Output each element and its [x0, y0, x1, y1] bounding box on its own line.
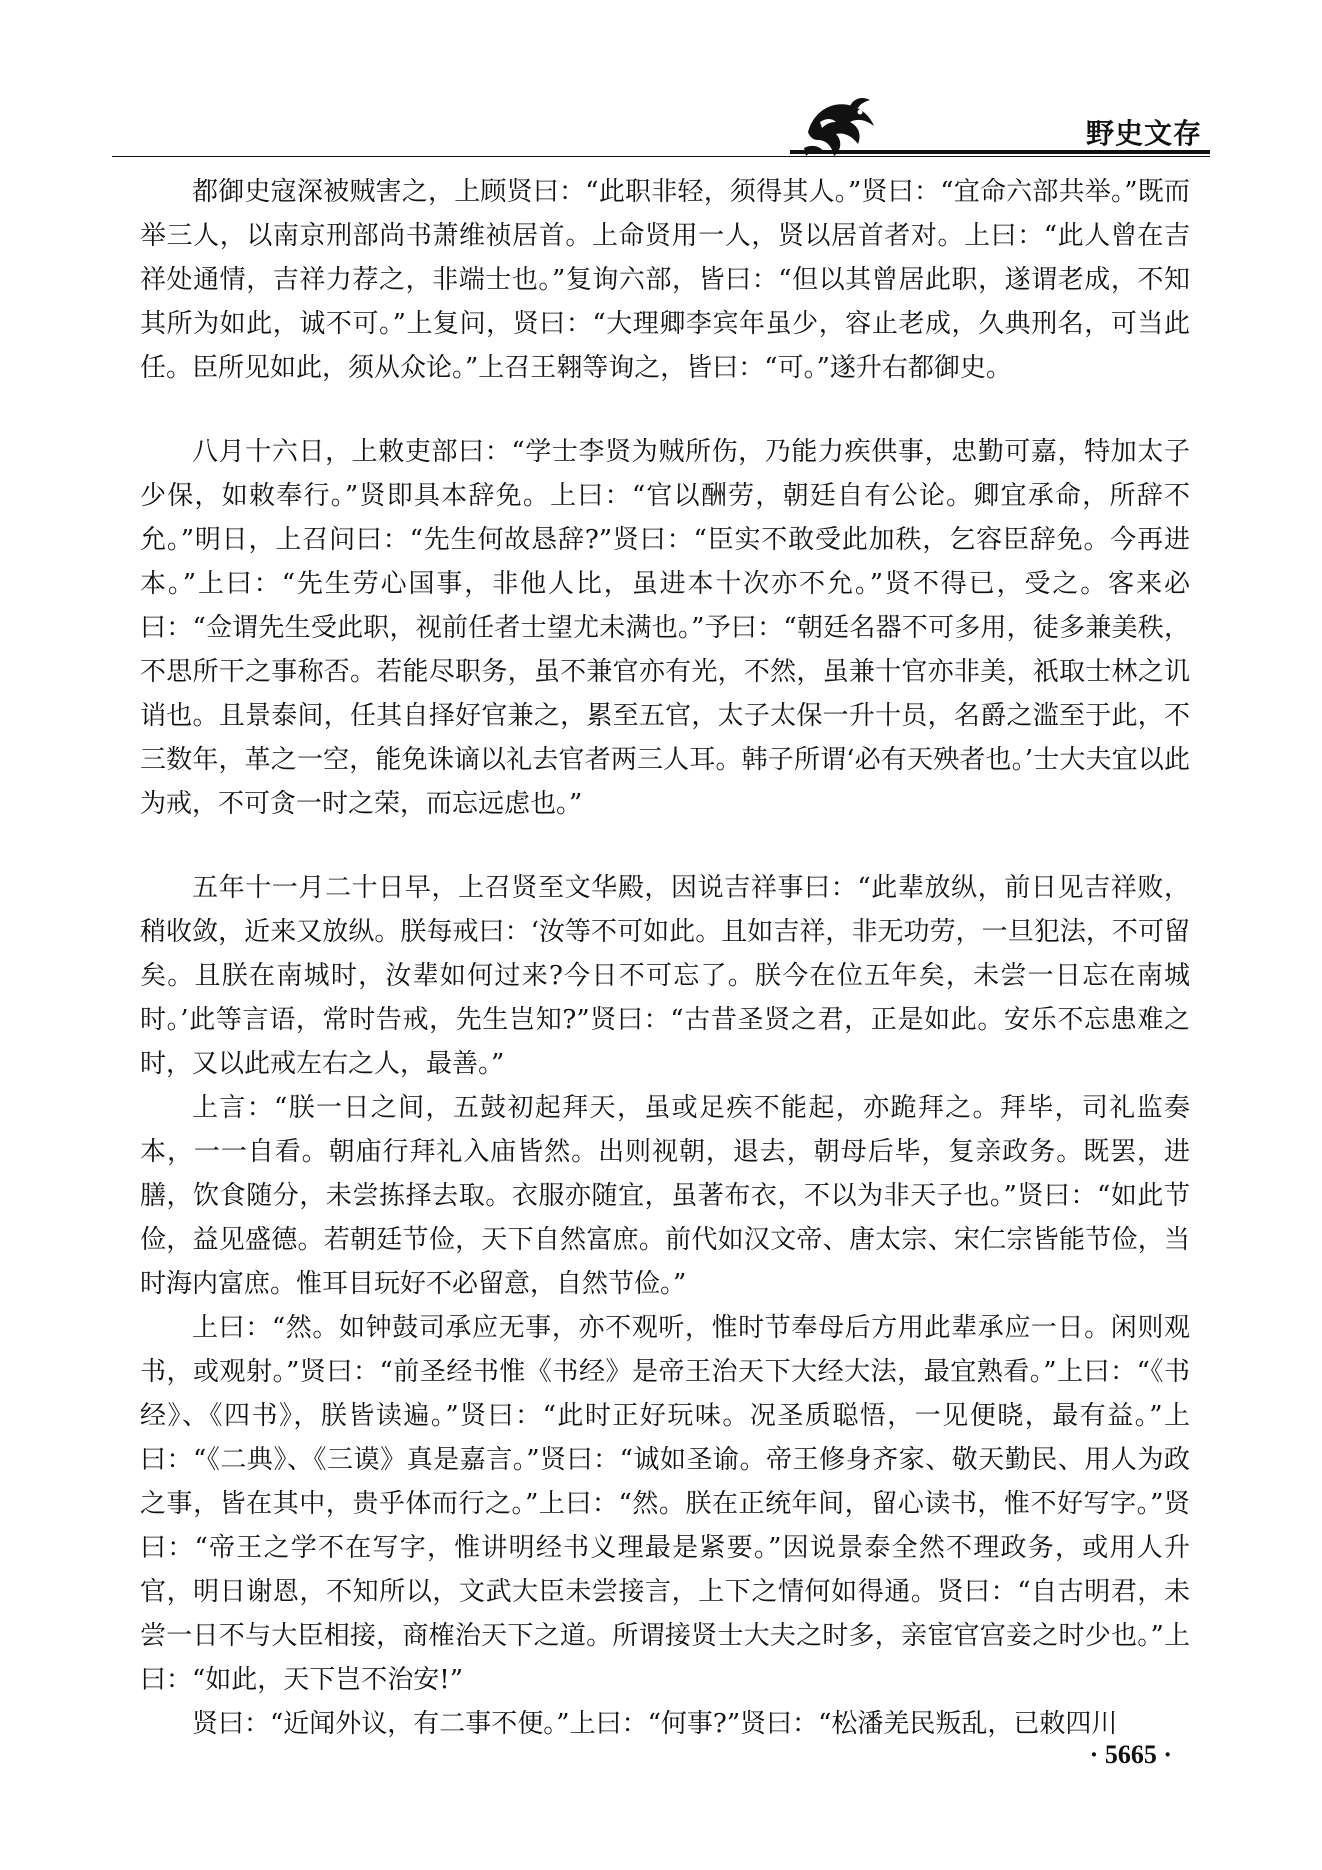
header-rule-thin — [112, 156, 1210, 157]
paragraph-3: 五年十一月二十日早，上召贤至文华殿，因说吉祥事曰：“此辈放纵，前日见吉祥败，稍收敛，近来又放纵。朕每戒曰：‘汝等不可如此。且如吉祥，非无功劳，一旦犯法，不可留矣。且朕在南城时，汝辈如何过来?今日不可忘了。朕今在位五年矣，未尝一日忘在南城时。’此等言语，常时告戒，先生岂知?”贤曰：“古昔圣贤之君，正是如此。安乐不忘患难之时，又以此戒左右之人，最善。” — [140, 873, 1190, 1079]
paragraph-1: 都御史寇深被贼害之，上顾贤曰：“此职非轻，须得其人。”贤曰：“宜命六部共举。”既而举三人，以南京刑部尚书萧维祯居首。上命贤用一人，贤以居首者对。上曰：“此人曾在吉祥处通情，吉祥力荐之，非端士也。”复询六部，皆曰：“但以其曾居此职，遂谓老成，不知其所为如此，诚不可。”上复问，贤曰：“大理卿李宾年虽少，容止老成，久典刑名，可当此任。臣所见如此，须从众论。”上召王翱等询之，皆曰：“可。”遂升右都御史。 — [140, 177, 1190, 383]
paragraph-2: 八月十六日，上敕吏部曰：“学士李贤为贼所伤，乃能力疾供事，忠勤可嘉，特加太子少保，如敕奉行。”贤即具本辞免。上曰：“官以酬劳，朝廷自有公论。卿宜承命，所辞不允。”明日，上召问曰：“先生何故恳辞?”贤曰：“臣实不敢受此加秩，乞容臣辞免。今再进本。”上曰：“先生劳心国事，非他人比，虽进本十次亦不允。”贤不得已，受之。客来必曰：“佥谓先生受此职，视前任者士望尤未满也。”予曰：“朝廷名器不可多用，徒多兼美秩，不思所干之事称否。若能尽职务，虽不兼官亦有光，不然，虽兼十官亦非美，祇取士林之讥诮也。且景泰间，任其自择好官兼之，累至五官，太子太保一升十员，名爵之滥至于此，不三数年，革之一空，能免诛谪以礼去官者两三人耳。韩子所谓‘必有天殃者也。’士大夫宜以此为戒，不可贪一时之荣，而忘远虑也。” — [140, 437, 1190, 819]
header-rule-thick — [790, 150, 1210, 154]
paragraph-6: 贤曰：“近闻外议，有二事不便。”上曰：“何事?”贤曰：“松潘羌民叛乱，已敕四川 — [192, 1709, 1118, 1739]
page-number: · 5665 · — [1089, 1740, 1172, 1769]
paragraph-5: 上曰：“然。如钟鼓司承应无事，亦不观听，惟时节奉母后方用此辈承应一日。闲则观书，或观射。”贤曰：“前圣经书惟《书经》是帝王治天下大经大法，最宜熟看。”上曰：“《书经》、《四书》，朕皆读遍。”贤曰：“此时正好玩味。况圣质聪悟，一见便晓，最有益。”上曰：“《二典》、《三谟》真是嘉言。”贤曰：“诚如圣谕。帝王修身齐家、敬天勤民、用人为政之事，皆在其中，贵乎体而行之。”上曰：“然。朕在正统年间，留心读书，惟不好写字。”贤曰：“帝王之学不在写字，惟讲明经书义理最是紧要。”因说景泰全然不理政务，或用人升官，明日谢恩，不知所以，文武大臣未尝接言，上下之情何如得通。贤曰：“自古明君，未尝一日不与大臣相接，商榷治天下之道。所谓接贤士大夫之时多，亲宦官宫妾之时少也。”上曰：“如此，天下岂不治安!” — [140, 1313, 1190, 1695]
paragraph-4: 上言：“朕一日之间，五鼓初起拜天，虽或足疾不能起，亦跪拜之。拜毕，司礼监奏本，一一自看。朝庙行拜礼入庙皆然。出则视朝，退去，朝母后毕，复亲政务。既罢，进膳，饮食随分，未尝拣择去取。衣服亦随宜，虽著布衣，不以为非天子也。”贤曰：“如此节俭，益见盛德。若朝廷节俭，天下自然富庶。前代如汉文帝、唐太宗、宋仁宗皆能节俭，当时海内富庶。惟耳目玩好不必留意，自然节俭。” — [140, 1093, 1190, 1299]
page-header — [0, 0, 1322, 160]
body-text — [140, 170, 1190, 1746]
header-title: 野史文存 — [1085, 117, 1202, 150]
